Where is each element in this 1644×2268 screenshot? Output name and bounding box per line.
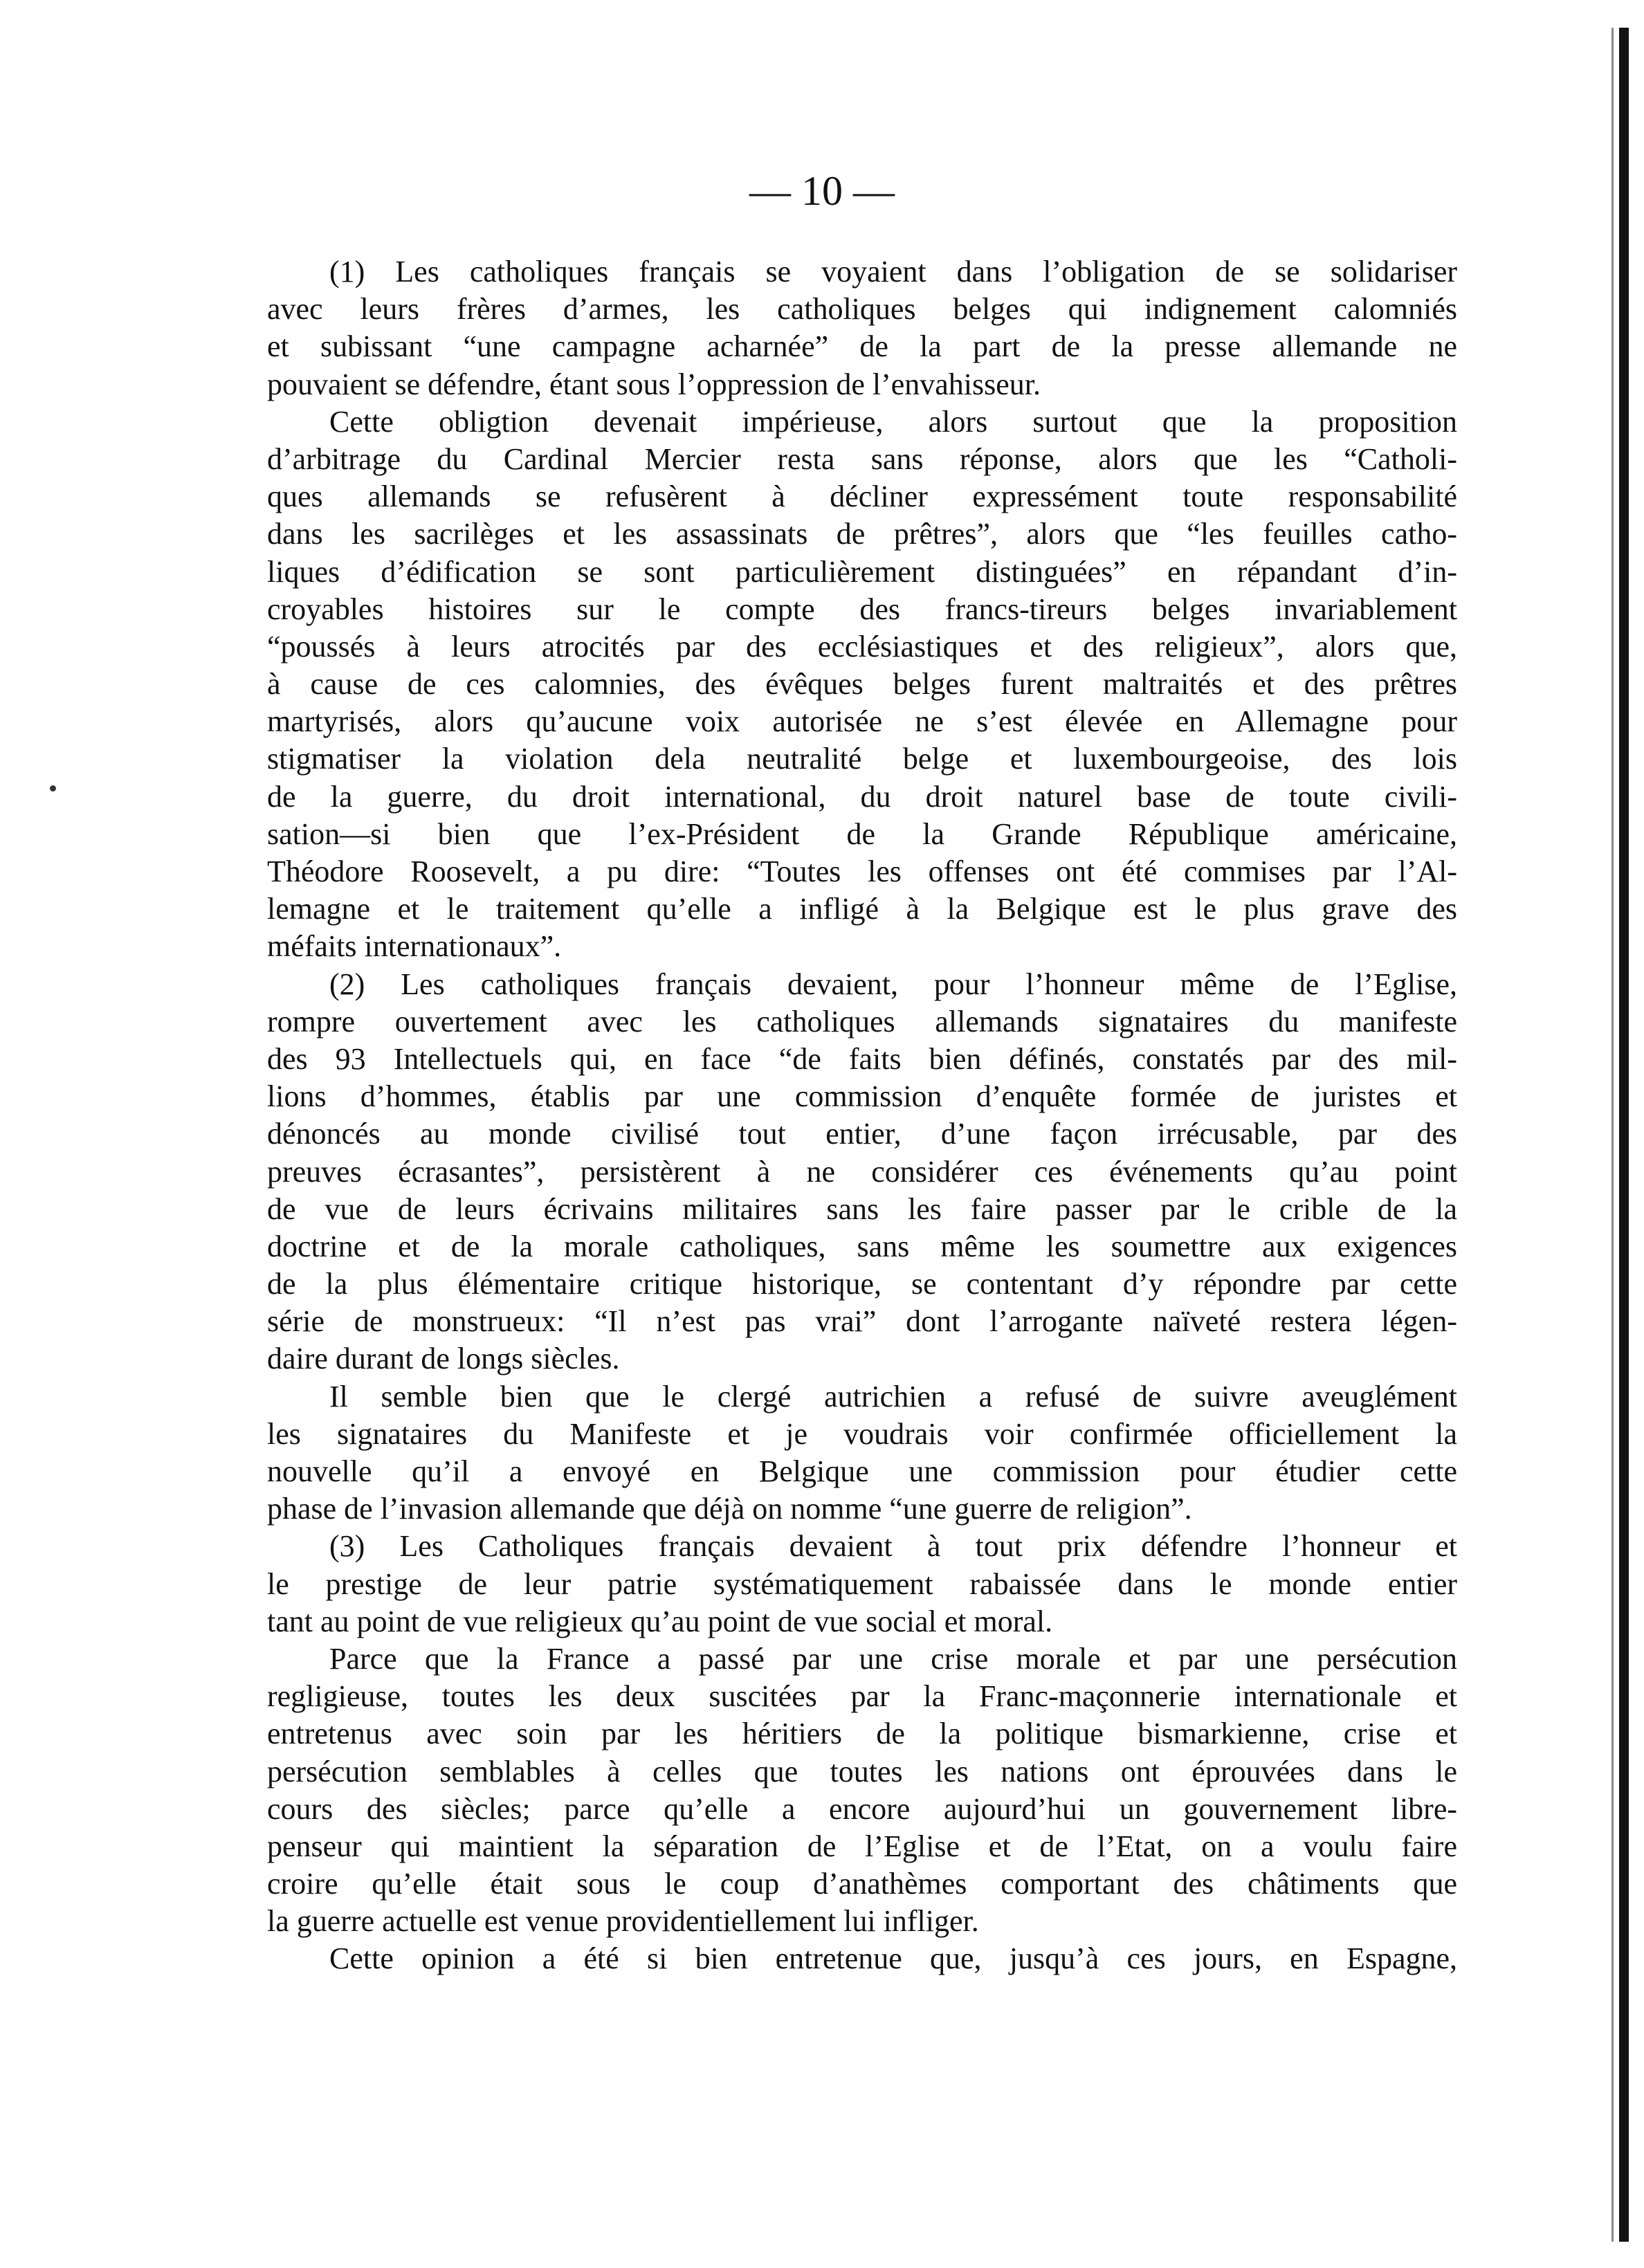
- text-line: croyables histoires sur le compte des francs-tireurs belges invariablement: [267, 592, 1457, 626]
- text-line: Il semble bien que le clergé autrichien a refusé de suivre aveuglément: [329, 1379, 1457, 1414]
- text-line: Cette opinion a été si bien entretenue que, jusqu’à ces jours, en Espagne,: [329, 1941, 1457, 1976]
- scan-edge-dark: [1619, 28, 1629, 2242]
- text-line: (3) Les Catholiques français devaient à tout prix défendre l’honneur et: [329, 1529, 1457, 1564]
- text-line: ques allemands se refusèrent à décliner expressément toute responsabilité: [267, 479, 1457, 514]
- text-line: nouvelle qu’il a envoyé en Belgique une commission pour étudier cette: [267, 1454, 1457, 1488]
- text-line: regligieuse, toutes les deux suscitées par la Franc-maçonnerie internationale et: [267, 1679, 1457, 1714]
- text-line: martyrisés, alors qu’aucune voix autorisée ne s’est élevée en Allemagne pour: [267, 704, 1457, 739]
- text-line: doctrine et de la morale catholiques, sans même les soumettre aux exigences: [267, 1229, 1457, 1263]
- text-line: liques d’édification se sont particulièrement distinguées” en répandant d’in-: [267, 554, 1457, 589]
- text-line: de la guerre, du droit international, du droit naturel base de toute civili-: [267, 779, 1457, 814]
- text-line: daire durant de longs siècles.: [267, 1342, 620, 1376]
- text-line: à cause de ces calomnies, des évêques belges furent maltraités et des prêtres: [267, 667, 1457, 702]
- text-line: des 93 Intellectuels qui, en face “de faits bien définés, constatés par des mil-: [267, 1041, 1457, 1076]
- text-line: (2) Les catholiques français devaient, pour l’honneur même de l’Eglise,: [329, 967, 1457, 1001]
- text-line: persécution semblables à celles que toutes les nations ont éprouvées dans le: [267, 1754, 1457, 1789]
- text-line: avec leurs frères d’armes, les catholiques belges qui indignement calomniés: [267, 292, 1457, 327]
- text-line: croire qu’elle était sous le coup d’anathèmes comportant des châtiments que: [267, 1867, 1457, 1901]
- text-line: rompre ouvertement avec les catholiques allemands signataires du manifeste: [267, 1004, 1457, 1039]
- text-line: série de monstrueux: “Il n’est pas vrai” dont l’arrogante naïveté restera légen-: [267, 1304, 1457, 1339]
- text-line: le prestige de leur patrie systématiquement rabaissée dans le monde entier: [267, 1566, 1457, 1601]
- text-line: de la plus élémentaire critique historique, se contentant d’y répondre par cette: [267, 1267, 1457, 1301]
- text-line: d’arbitrage du Cardinal Mercier resta sans réponse, alors que les “Catholi-: [267, 441, 1457, 476]
- text-line: lemagne et le traitement qu’elle a infligé à la Belgique est le plus grave des: [267, 892, 1457, 926]
- text-line: sation—si bien que l’ex-Président de la Grande République américaine,: [267, 816, 1457, 851]
- text-line: méfaits internationaux”.: [267, 929, 562, 964]
- text-line: stigmatiser la violation dela neutralité belge et luxembourgeoise, des lois: [267, 742, 1457, 776]
- text-line: (1) Les catholiques français se voyaient dans l’obligation de se solidariser: [329, 255, 1457, 289]
- text-line: phase de l’invasion allemande que déjà on nomme “une guerre de religion”.: [267, 1492, 1192, 1526]
- text-line: entretenus avec soin par les héritiers de la politique bismarkienne, crise et: [267, 1717, 1457, 1751]
- text-line: preuves écrasantes”, persistèrent à ne considérer ces événements qu’au point: [267, 1154, 1457, 1189]
- text-line: les signataires du Manifeste et je voudrais voir confirmée officiellement la: [267, 1416, 1457, 1451]
- text-line: dans les sacrilèges et les assassinats de prêtres”, alors que “les feuilles catho-: [267, 517, 1457, 551]
- text-line: Théodore Roosevelt, a pu dire: “Toutes les offenses ont été commises par l’Al-: [267, 854, 1457, 888]
- text-line: cours des siècles; parce qu’elle a encore aujourd’hui un gouvernement libre-: [267, 1791, 1457, 1826]
- page-number: — 10 —: [749, 168, 895, 214]
- text-line: tant au point de vue religieux qu’au point de vue social et moral.: [267, 1604, 1053, 1638]
- text-line: et subissant “une campagne acharnée” de la part de la presse allemande ne: [267, 329, 1457, 364]
- scan-speck: [50, 785, 56, 792]
- text-line: Cette obligtion devenait impérieuse, alors surtout que la proposition: [329, 404, 1457, 439]
- text-line: la guerre actuelle est venue providentiellement lui infliger.: [267, 1904, 979, 1939]
- text-line: dénoncés au monde civilisé tout entier, d’une façon irrécusable, par des: [267, 1117, 1457, 1151]
- text-line: “poussés à leurs atrocités par des ecclésiastiques et des religieux”, alors que,: [267, 629, 1457, 664]
- text-line: lions d’hommes, établis par une commission d’enquête formée de juristes et: [267, 1079, 1457, 1114]
- text-line: penseur qui maintient la séparation de l’Eglise et de l’Etat, on a voulu faire: [267, 1829, 1457, 1863]
- text-line: de vue de leurs écrivains militaires sans les faire passer par le crible de la: [267, 1191, 1457, 1226]
- body-text: [267, 253, 1457, 1978]
- text-line: Parce que la France a passé par une crise morale et par une persécution: [329, 1641, 1457, 1676]
- text-line: pouvaient se défendre, étant sous l’oppression de l’envahisseur.: [267, 367, 1041, 401]
- scan-edge-light: [1611, 28, 1614, 2242]
